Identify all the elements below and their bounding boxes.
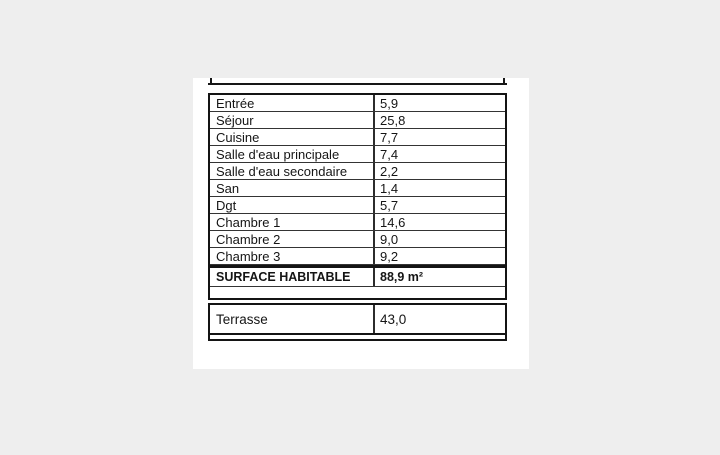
room-value: 7,7 — [380, 129, 399, 145]
table-row — [210, 248, 505, 265]
room-label: San — [210, 180, 375, 196]
total-label: SURFACE HABITABLE — [210, 268, 375, 286]
terrasse-table — [208, 303, 507, 341]
table-row — [210, 95, 505, 112]
cropped-table-bottom-edge — [208, 83, 507, 85]
surface-habitable-total-row — [210, 265, 505, 287]
room-label: Séjour — [210, 112, 375, 128]
room-value: 9,2 — [380, 248, 399, 264]
surface-table — [208, 93, 507, 300]
room-value: 14,6 — [380, 214, 406, 230]
room-value: 5,7 — [380, 197, 399, 213]
room-value: 25,8 — [380, 112, 406, 128]
table-row — [210, 180, 505, 197]
room-value: 5,9 — [380, 95, 399, 111]
table-row — [210, 214, 505, 231]
document-page — [193, 78, 529, 369]
total-value: 88,9 m² — [380, 270, 424, 284]
room-value: 43,0 — [380, 311, 407, 327]
table-row — [210, 197, 505, 214]
empty-thin-row — [210, 333, 505, 339]
table-row — [210, 146, 505, 163]
room-label: Terrasse — [210, 305, 375, 333]
room-label: Chambre 1 — [210, 214, 375, 230]
room-label: Salle d'eau principale — [210, 146, 375, 162]
room-value: 1,4 — [380, 180, 399, 196]
table-row — [210, 129, 505, 146]
room-label: Cuisine — [210, 129, 375, 145]
room-label: Dgt — [210, 197, 375, 213]
room-label: Entrée — [210, 95, 375, 111]
empty-spacer-row — [210, 287, 505, 298]
room-value: 7,4 — [380, 146, 399, 162]
terrasse-row — [210, 305, 505, 333]
room-value: 2,2 — [380, 163, 399, 179]
room-label: Chambre 3 — [210, 248, 375, 264]
table-row — [210, 163, 505, 180]
table-row — [210, 231, 505, 248]
room-value: 9,0 — [380, 231, 399, 247]
room-label: Salle d'eau secondaire — [210, 163, 375, 179]
room-label: Chambre 2 — [210, 231, 375, 247]
table-row — [210, 112, 505, 129]
